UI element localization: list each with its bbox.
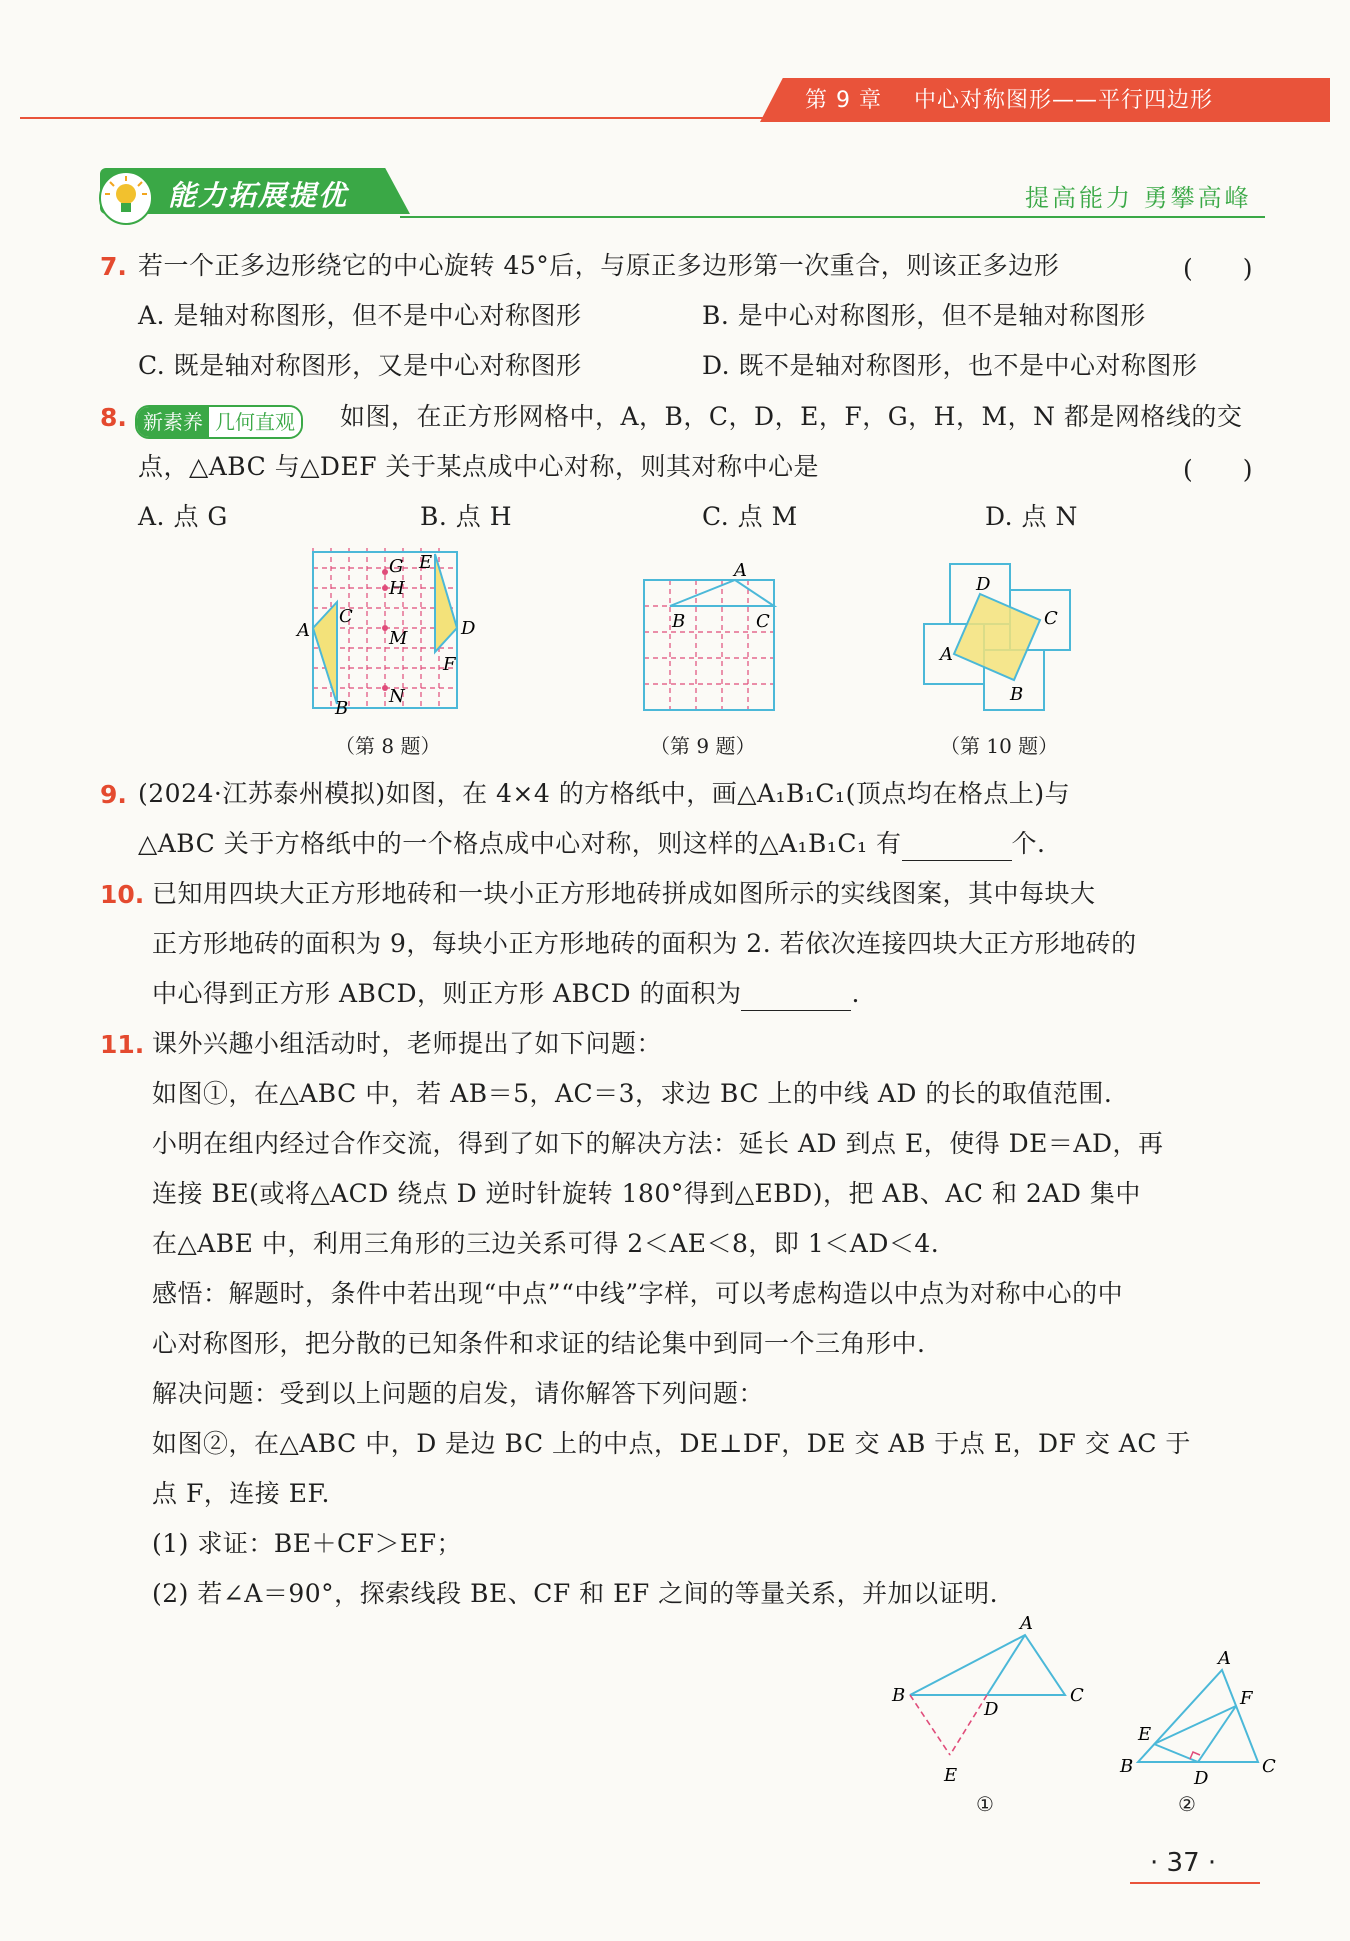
figure-caption: ① xyxy=(976,1792,994,1816)
choice-d: D. 点 N xyxy=(985,502,1078,531)
lightbulb-icon xyxy=(98,170,154,226)
q11-line: 课外兴趣小组活动时，老师提出了如下问题： xyxy=(152,1029,663,1058)
label-d: D xyxy=(1194,1768,1209,1789)
literacy-tag xyxy=(135,405,303,439)
choice-d: D. 既不是轴对称图形，也不是中心对称图形 xyxy=(702,351,1198,380)
stem-suffix: 个. xyxy=(1011,829,1046,858)
triangle-def xyxy=(435,554,457,652)
page-number-rule xyxy=(1130,1882,1260,1884)
label-b: B xyxy=(335,698,349,718)
triangle-abc xyxy=(313,602,337,704)
chapter-name: 中心对称图形——平行四边形 xyxy=(913,88,1213,113)
label-d: D xyxy=(461,618,476,639)
question-number: 7. xyxy=(100,252,127,281)
label-m: M xyxy=(389,628,408,649)
grid-dashed xyxy=(644,580,774,710)
question-stem-cont xyxy=(152,977,860,1011)
section-title: 能力拓展提优 xyxy=(168,179,349,212)
q11-line: 点 F，连接 EF. xyxy=(152,1479,330,1508)
question-stem: (2024·江苏泰州模拟)如图，在 4×4 的方格纸中，画△A₁B₁C₁(顶点均在格点上)与 xyxy=(138,779,1071,808)
choice-c: C. 既是轴对称图形，又是中心对称图形 xyxy=(138,351,582,380)
figure-caption: （第 9 题） xyxy=(650,734,756,758)
label-e: E xyxy=(1138,1724,1152,1745)
segment-be xyxy=(910,1695,950,1755)
label-g: G xyxy=(389,556,404,577)
tag-secondary: 几何直观 xyxy=(209,407,301,437)
q11-line: 小明在组内经过合作交流，得到了如下的解决方法：延长 AD 到点 E，使得 DE＝AD，再 xyxy=(152,1129,1164,1158)
grid-border xyxy=(644,580,774,710)
label-c: C xyxy=(1044,608,1058,629)
q11-subquestion-2: (2) 若∠A＝90°，探索线段 BE、CF 和 EF 之间的等量关系，并加以证明. xyxy=(152,1579,999,1608)
label-c: C xyxy=(1070,1685,1084,1706)
question-stem-cont: 点，△ABC 与△DEF 关于某点成中心对称，则其对称中心是 xyxy=(138,452,820,481)
label-c: C xyxy=(339,606,353,627)
chapter-number: 第 9 章 xyxy=(805,88,882,113)
figure-q10 xyxy=(920,560,1080,716)
label-a: A xyxy=(1218,1650,1231,1669)
figure-11-2 xyxy=(1110,1650,1280,1800)
stem-suffix: . xyxy=(851,979,860,1008)
figure-caption: ② xyxy=(1178,1792,1196,1816)
label-a: A xyxy=(940,644,953,665)
label-b: B xyxy=(1120,1756,1134,1777)
right-angle-mark xyxy=(1190,1752,1200,1759)
label-d: D xyxy=(984,1699,999,1720)
label-a: A xyxy=(297,620,310,641)
figure-q9 xyxy=(630,560,780,718)
label-b: B xyxy=(672,611,686,632)
label-f: F xyxy=(1240,1688,1253,1709)
choice-a: A. 是轴对称图形，但不是中心对称图形 xyxy=(138,301,582,330)
tag-primary: 新素养 xyxy=(137,407,209,437)
label-n: N xyxy=(389,686,405,707)
answer-paren: ( ) xyxy=(1183,455,1253,484)
label-c: C xyxy=(756,611,770,632)
question-number: 9. xyxy=(100,780,127,809)
choice-b: B. 是中心对称图形，但不是轴对称图形 xyxy=(702,301,1146,330)
figure-q8 xyxy=(295,548,485,718)
answer-blank[interactable] xyxy=(741,984,851,1011)
q11-line: 如图①，在△ABC 中，若 AB＝5，AC＝3，求边 BC 上的中线 AD 的长的取值范围. xyxy=(152,1079,1113,1108)
header-rule xyxy=(20,117,1330,119)
label-a: A xyxy=(1020,1615,1033,1634)
figure-caption: （第 8 题） xyxy=(335,734,441,758)
figure-11-1 xyxy=(880,1615,1100,1805)
label-e: E xyxy=(419,552,433,573)
chapter-title xyxy=(805,83,1213,114)
q11-line: 在△ABE 中，利用三角形的三边关系可得 2＜AE＜8，即 1＜AD＜4. xyxy=(152,1229,940,1258)
answer-blank[interactable] xyxy=(902,834,1012,861)
q11-line: 连接 BE(或将△ACD 绕点 D 逆时针旋转 180°得到△EBD)，把 AB、AC 和 2AD 集中 xyxy=(152,1179,1141,1208)
section-rule xyxy=(400,216,1265,218)
question-stem-cont: 正方形地砖的面积为 9，每块小正方形地砖的面积为 2. 若依次连接四块大正方形地砖的 xyxy=(152,929,1137,958)
choice-b: B. 点 H xyxy=(420,502,513,531)
label-d: D xyxy=(976,574,991,595)
label-f: F xyxy=(443,654,456,675)
segment-de xyxy=(1154,1744,1198,1762)
q11-line: 心对称图形，把分散的已知条件和求证的结论集中到同一个三角形中. xyxy=(152,1329,926,1358)
stem-text: 中心得到正方形 ABCD，则正方形 ABCD 的面积为 xyxy=(152,979,742,1008)
page-number: · 37 · xyxy=(1150,1848,1217,1878)
grid-points xyxy=(382,569,388,691)
section-slogan: 提高能力 勇攀高峰 xyxy=(1025,184,1252,212)
q11-line: 解决问题：受到以上问题的启发，请你解答下列问题： xyxy=(152,1379,765,1408)
label-b: B xyxy=(892,1685,906,1706)
q11-line: 如图②，在△ABC 中，D 是边 BC 上的中点，DE⊥DF，DE 交 AB 于点 E，DF 交 AC 于 xyxy=(152,1429,1191,1458)
question-number: 11. xyxy=(100,1030,145,1059)
label-h: H xyxy=(389,578,405,599)
question-stem: 如图，在正方形网格中，A，B，C，D，E，F，G，H，M，N 都是网格线的交 xyxy=(340,402,1243,431)
figure-caption: （第 10 题） xyxy=(940,734,1059,758)
triangle-abc xyxy=(910,1635,1065,1695)
extension-de xyxy=(950,1695,987,1755)
square-abcd xyxy=(954,594,1040,680)
question-stem: 若一个正多边形绕它的中心旋转 45°后，与原正多边形第一次重合，则该正多边形 xyxy=(138,251,1060,280)
label-b: B xyxy=(1010,684,1024,705)
label-a: A xyxy=(734,560,747,581)
q11-subquestion-1: (1) 求证：BE＋CF＞EF； xyxy=(152,1529,463,1558)
q11-line: 感悟：解题时，条件中若出现“中点”“中线”字样，可以考虑构造以中点为对称中心的中 xyxy=(152,1279,1124,1308)
question-stem-cont xyxy=(138,827,1045,861)
triangle-abc xyxy=(1138,1670,1258,1762)
question-number: 10. xyxy=(100,880,145,909)
stem-text: △ABC 关于方格纸中的一个格点成中心对称，则这样的△A₁B₁C₁ 有 xyxy=(138,829,902,858)
label-c: C xyxy=(1262,1756,1276,1777)
answer-paren: ( ) xyxy=(1183,254,1253,283)
question-number: 8. xyxy=(100,403,127,432)
choice-c: C. 点 M xyxy=(702,502,798,531)
label-e: E xyxy=(944,1765,958,1786)
question-stem: 已知用四块大正方形地砖和一块小正方形地砖拼成如图所示的实线图案，其中每块大 xyxy=(152,879,1096,908)
choice-a: A. 点 G xyxy=(138,502,228,531)
